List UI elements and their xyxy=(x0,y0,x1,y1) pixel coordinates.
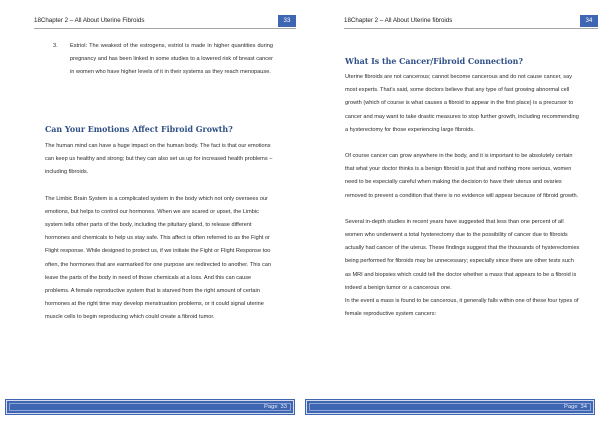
footer-page-label: Page xyxy=(264,404,278,410)
list-item-number: 3. xyxy=(53,43,58,49)
paragraph: Several in-depth studies in recent years have suggested that less than one percent of all women who underwent a total hysterectomy due to the possibility of cancer due to fibroids actually had cancer of the uterus. These findings suggest that the thousands of hysterectomies being performed for fibroids may be unnecessary; especially since there are other tests such as MRI and biopsies which could tell the doctor whether a mass that appears to be a fibroid is indeed a benign tumor or a cancerous one. xyxy=(345,218,580,291)
left-content xyxy=(45,40,273,80)
right-body xyxy=(345,71,581,321)
header-title: 18Chapter 2 – All About Uterine fibroids xyxy=(344,17,453,24)
section-heading: Can Your Emotions Affect Fibroid Growth? xyxy=(45,125,233,134)
right-page xyxy=(300,0,600,424)
page-footer xyxy=(306,400,594,414)
page-header xyxy=(34,15,296,29)
footer-page-number: 34 xyxy=(580,404,587,410)
paragraph: The Limbic Brain System is a complicated system in the body which not only oversees our emotions, but helps to control our hormones. When we are scared or upset, the Limbic system tells other parts of the body, including the pituitary gland, to release different hormones and chemicals to help us stay safe. This affect is often referred to as the Fight or Flight response. While designed to protect us, if we initiate the Fight or Flight Response too often, the hormones that are earmarked for one purpose are redirected to another. This can leave the parts of the body in need of those chemicals at a loss. And this can cause problems. A female reproductive system that is starved from the right amount of certain hormones at the right time may develop menstruation problems, or it could signal uterine muscle cells to begin reproducing which could create a fibroid tumor. xyxy=(45,195,271,321)
header-page-number: 34 xyxy=(580,15,598,27)
left-section xyxy=(45,124,273,136)
paragraph: The human mind can have a huge impact on the human body. The fact is that our emotions can keep us healthy and strong; but they can also set us up for increased health problems – including fibroids. xyxy=(45,143,273,176)
footer-page-number: 33 xyxy=(280,404,287,410)
page-header xyxy=(344,15,598,29)
paragraph: Uterine fibroids are not cancerous; cannot become cancerous and do not cause cancer, say most experts. That’s said, some doctors believe that any type of fast growing abnormal cell growth (which of course is what causes a fibroid to appear in the first place) is a precursor to cancer and may want to take drastic measures to stop further growth, including recommending a hysterectomy for those experiencing large fibroids. xyxy=(345,74,579,133)
left-body xyxy=(45,140,273,325)
paragraph: Of course cancer can grow anywhere in the body, and it is important to be absolutely certain that what your doctor thinks is a benign fibroid is just that and nothing more serious, women need to be especially careful when making the decision to have their uterus and ovaries removed to prevent a condition that there is no evidence will appear because of fibroid growth. xyxy=(345,153,579,199)
header-title: 18Chapter 2 – All About Uterine Fibroids xyxy=(34,17,145,24)
footer-page-label: Page xyxy=(564,404,578,410)
paragraph: In the event a mass is found to be cancerous, it generally falls within one of these four types of female reproductive system cancers: xyxy=(345,298,579,318)
right-section xyxy=(345,56,581,68)
list-item xyxy=(45,40,273,80)
section-heading: What Is the Cancer/Fibroid Connection? xyxy=(345,57,524,66)
header-page-number: 33 xyxy=(278,15,296,27)
list-item-text: Estriol: The weakest of the estrogens, estriol is made in higher quantities during pregnancy and has been linked in some studies to a lowered risk of breast cancer in women who have higher levels of it in their systems as they reach menopause. xyxy=(70,43,273,76)
page-footer xyxy=(6,400,294,414)
